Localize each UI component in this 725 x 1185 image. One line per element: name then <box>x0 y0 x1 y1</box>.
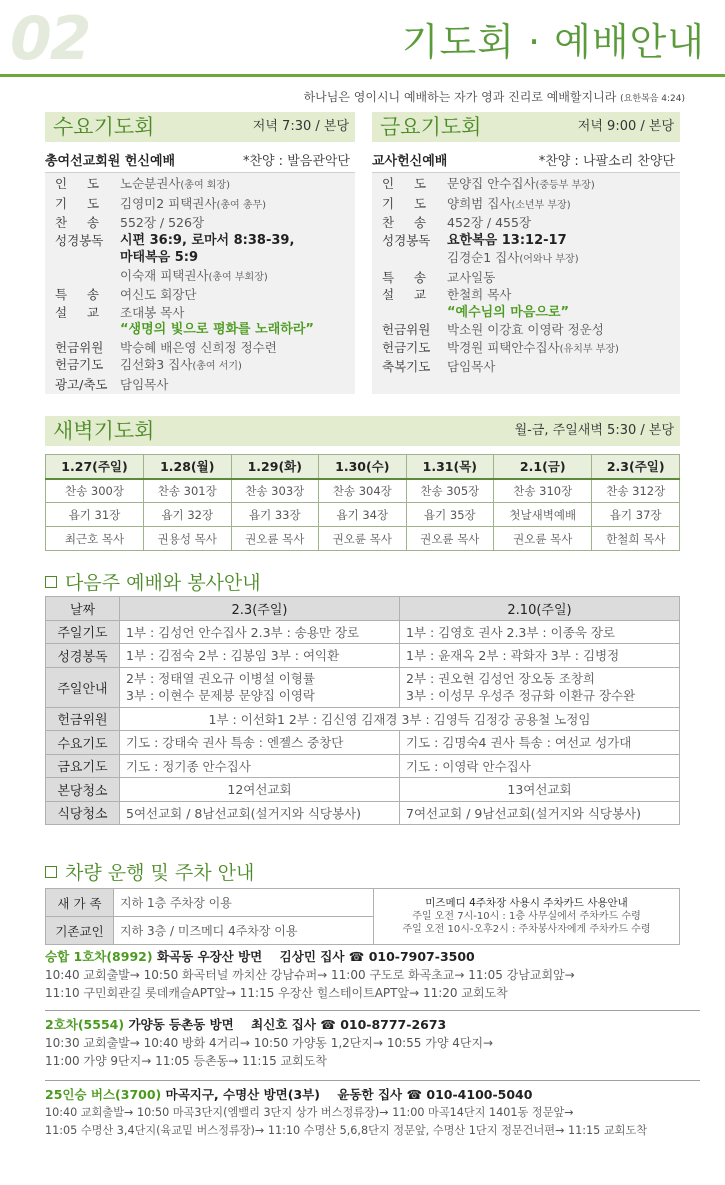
wednesday-order-label: 성경봉독 <box>55 232 104 248</box>
wednesday-order-row <box>45 175 355 195</box>
wednesday-order-value <box>120 321 355 339</box>
friday-order-value-text: 김경순1 집사 <box>447 250 520 265</box>
bus-route-line: 11:05 수명산 3,4단지(육교밑 버스정류장)→ 11:10 수명산 5,6,8단지 정문앞, 수명산 1단지 정문건너편→ 11:15 교회도착 <box>45 1124 648 1137</box>
parking-card-note <box>374 889 680 945</box>
friday-order-label: 특 송 <box>382 269 435 285</box>
service-header-col1: 2.3(주일) <box>120 597 400 621</box>
service-table <box>45 596 680 825</box>
service-line: 3부 : 이성무 우성주 정규화 이환규 장수완 <box>406 688 636 703</box>
parking-value-new: 지하 1층 주차장 이용 <box>114 889 374 917</box>
wednesday-order-note: (총여 서기) <box>192 361 242 372</box>
wednesday-order-box <box>45 172 355 394</box>
service-header-row <box>46 597 680 621</box>
wednesday-order-label: 설 교 <box>55 304 108 320</box>
wednesday-order-label <box>45 321 120 339</box>
service-row-span: 1부 : 이선화1 2부 : 김신영 김재경 3부 : 김영득 김정강 공용철 노정임 <box>120 707 680 731</box>
dawn-preachers-cell: 권오륜 목사 <box>231 527 319 551</box>
dawn-schedule-table <box>45 454 680 551</box>
friday-hymn: *찬양 : 나팔소리 찬양단 <box>538 154 675 169</box>
wednesday-order-value <box>120 214 355 232</box>
wednesday-order-row <box>45 195 355 215</box>
square-bullet-icon <box>45 576 57 588</box>
wednesday-order-row <box>45 304 355 322</box>
service-line: 2부 : 정태열 권오규 이병설 이형률 <box>126 671 316 686</box>
parking-label-existing: 기존교인 <box>46 917 114 945</box>
bus-route-line: 10:30 교회출발→ 10:40 방화 4거리→ 10:50 가양동 1,2단지→ 10:55 가양 4단지→ <box>45 1036 494 1050</box>
service-row-col1 <box>120 667 400 707</box>
parking-value-existing: 지하 3층 / 미즈메디 4주차장 이용 <box>114 917 374 945</box>
friday-title: 금요기도회 <box>380 115 482 139</box>
dawn-preachers-cell: 권오륜 목사 <box>494 527 592 551</box>
friday-order-value <box>447 321 680 339</box>
friday-order-row <box>372 175 680 195</box>
friday-order-row <box>372 358 680 376</box>
friday-order-row <box>372 321 680 339</box>
wednesday-order-value-text: 552장 / 526장 <box>120 215 205 230</box>
friday-order-label: 성경봉독 <box>382 232 431 248</box>
friday-order-value-text: 교사일동 <box>447 269 496 285</box>
dawn-day-header: 2.3(주일) <box>592 455 680 479</box>
dawn-preachers-cell: 권오륜 목사 <box>406 527 494 551</box>
friday-order-value <box>447 358 680 376</box>
service-row-col1: 12여선교회 <box>120 778 400 802</box>
service-row-col1: 5여선교회 / 8남선교회(설거지와 식당봉사) <box>120 801 400 825</box>
friday-order-row <box>372 304 680 322</box>
wednesday-order-value <box>120 356 355 376</box>
wednesday-time: 저녁 7:30 / 본당 <box>252 119 349 134</box>
friday-order-value-text: 담임목사 <box>447 359 496 374</box>
dawn-day-header: 1.28(월) <box>144 455 232 479</box>
service-header-label: 날짜 <box>46 597 120 621</box>
friday-order-label: 기 도 <box>382 195 435 211</box>
dawn-readings-cell: 욥기 34장 <box>319 503 407 527</box>
dawn-title: 새벽기도회 <box>53 419 155 443</box>
wednesday-order-value <box>120 267 355 287</box>
friday-order-row <box>372 286 680 304</box>
wednesday-subtitle: 총여선교회원 헌신예배 <box>45 154 176 169</box>
dawn-readings-cell: 욥기 37장 <box>592 503 680 527</box>
verse-text: 하나님은 영이시니 예배하는 자가 영과 진리로 예배할지니라 <box>303 90 617 104</box>
dawn-readings-cell: 첫날새벽예배 <box>494 503 592 527</box>
service-row <box>46 667 680 707</box>
service-row-col2: 기도 : 이영락 안수집사 <box>400 754 680 778</box>
friday-order-value <box>447 339 680 359</box>
page-title: 기도회 · 예배안내 <box>401 20 705 64</box>
wednesday-order-row <box>45 339 355 357</box>
service-row-col1: 기도 : 정기종 안수집사 <box>120 754 400 778</box>
service-row-col2: 1부 : 김영호 권사 2.3부 : 이종욱 장로 <box>400 620 680 644</box>
wednesday-order-note: (총여 부회장) <box>208 271 268 283</box>
wednesday-order-value-text: 김선화3 집사 <box>120 357 193 372</box>
bus-driver: 윤동한 집사 <box>337 1087 403 1102</box>
dawn-time: 월-금, 주일새벽 5:30 / 본당 <box>514 423 674 438</box>
service-row-label: 수요기도 <box>46 731 120 755</box>
bus-divider <box>45 1010 700 1011</box>
wednesday-order-value-text: 마태복음 5:9 <box>120 250 199 265</box>
friday-order-label <box>372 304 447 322</box>
service-row-col2: 1부 : 윤재옥 2부 : 곽화자 3부 : 김병정 <box>400 644 680 668</box>
wednesday-order-label: 특 송 <box>55 287 108 302</box>
friday-order-value-text: “예수님의 마음으로” <box>447 304 570 320</box>
wednesday-order-value <box>120 249 355 267</box>
service-row <box>46 644 680 668</box>
bus-driver: 김상민 집사 <box>279 949 345 964</box>
wednesday-order-value <box>120 175 355 195</box>
friday-order-label: 헌금위원 <box>382 322 431 337</box>
parking-table <box>45 888 680 945</box>
friday-order-value <box>447 304 680 322</box>
friday-order-label: 축복기도 <box>382 359 431 374</box>
bus-header <box>45 1086 647 1104</box>
dawn-hymns-row <box>46 479 680 503</box>
service-row-col1: 기도 : 강태숙 권사 특송 : 엔젤스 중창단 <box>120 731 400 755</box>
friday-order-value-text: 한철희 목사 <box>447 287 512 302</box>
bus-area-text: 화곡동 우장산 방면 <box>156 949 263 964</box>
dawn-day-header: 2.1(금) <box>494 455 592 479</box>
friday-order-value-text: 452장 / 455장 <box>447 215 532 230</box>
service-heading <box>45 568 261 595</box>
friday-order-note: (중등부 부장) <box>535 180 595 191</box>
service-row <box>46 754 680 778</box>
friday-order-value <box>447 195 680 215</box>
wednesday-order-label: 광고/축도 <box>55 376 108 392</box>
wednesday-order-value <box>120 195 355 215</box>
parking-label-new: 새 가 족 <box>46 889 114 917</box>
bus-route-line: 11:10 구민회관길 롯데캐슬APT앞→ 11:15 우장산 힐스테이트APT앞→ 11:20 교회도착 <box>45 986 508 1000</box>
service-row-col2: 7여선교회 / 9남선교회(설거지와 식당봉사) <box>400 801 680 825</box>
bus-route-line: 11:00 가양 9단지→ 11:05 등촌동→ 11:15 교회도착 <box>45 1054 327 1068</box>
friday-order-label: 설 교 <box>382 287 435 302</box>
wednesday-order-row <box>45 232 355 250</box>
friday-order-value <box>447 214 680 232</box>
dawn-readings-cell: 욥기 32장 <box>144 503 232 527</box>
dawn-hymns-cell: 찬송 304장 <box>319 479 407 503</box>
friday-order-row <box>372 269 680 287</box>
dawn-preachers-cell: 한철희 목사 <box>592 527 680 551</box>
service-row-label: 주일기도 <box>46 620 120 644</box>
friday-order-value <box>447 286 680 304</box>
dawn-readings-cell: 욥기 35장 <box>406 503 494 527</box>
friday-order-label: 인 도 <box>382 176 435 191</box>
bus-header <box>45 948 575 966</box>
service-row-col2 <box>400 667 680 707</box>
friday-order-row <box>372 214 680 232</box>
dawn-preachers-cell: 최근호 목사 <box>46 527 144 551</box>
dawn-day-header: 1.30(수) <box>319 455 407 479</box>
dawn-preachers-row <box>46 527 680 551</box>
bus-name: 승합 1호차(8992) <box>45 949 153 964</box>
wednesday-order-value <box>120 339 355 357</box>
wednesday-title: 수요기도회 <box>53 115 155 139</box>
bus-header <box>45 1016 493 1034</box>
dawn-section-header <box>45 416 680 446</box>
wednesday-order-row <box>45 286 355 304</box>
wednesday-order-note: (총여 회장) <box>180 180 231 191</box>
friday-order-note: (유치부 부장) <box>559 343 619 355</box>
wednesday-order-value-text: “생명의 빛으로 평화를 노래하라” <box>120 322 314 337</box>
friday-order-value <box>447 249 680 269</box>
wednesday-order-label: 찬 송 <box>55 215 108 230</box>
square-bullet-icon <box>45 866 57 878</box>
wednesday-order-label <box>45 267 120 287</box>
dawn-readings-cell: 욥기 31장 <box>46 503 144 527</box>
service-line: 2부 : 권오현 김성언 장오동 조창희 <box>406 671 596 686</box>
wednesday-hymn: *찬양 : 발음관악단 <box>242 154 350 169</box>
bus-phone: ☎ 010-7907-3500 <box>348 949 475 964</box>
wednesday-order-row <box>45 214 355 232</box>
friday-time: 저녁 9:00 / 본당 <box>577 119 674 134</box>
wednesday-order-value-text: 이숙재 피택권사 <box>120 267 209 283</box>
wednesday-order-row <box>45 321 355 339</box>
friday-order-value <box>447 232 680 250</box>
bus-name: 2호차(5554) <box>45 1017 125 1032</box>
bus-item <box>45 1016 493 1070</box>
dawn-day-header: 1.29(화) <box>231 455 319 479</box>
wednesday-order-label: 기 도 <box>55 195 108 211</box>
bus-phone: ☎ 010-4100-5040 <box>406 1087 533 1102</box>
bus-route-line: 10:40 교회출발→ 10:50 화곡터널 까치산 강남슈퍼→ 11:00 구도로 화곡초교→ 11:05 강남교회앞→ <box>45 968 575 982</box>
service-row-col1: 1부 : 김점숙 2부 : 김봉임 3부 : 여익환 <box>120 644 400 668</box>
wednesday-order-row <box>45 356 355 376</box>
friday-order-value <box>447 175 680 195</box>
dawn-day-header: 1.31(목) <box>406 455 494 479</box>
title-divider <box>0 74 725 77</box>
service-row-label: 본당청소 <box>46 778 120 802</box>
wednesday-order-value-text: 노순분권사 <box>120 176 181 191</box>
dawn-readings-cell: 욥기 33장 <box>231 503 319 527</box>
dawn-hymns-cell: 찬송 312장 <box>592 479 680 503</box>
wednesday-order-label: 헌금기도 <box>55 357 104 372</box>
wednesday-order-note: (총여 총무) <box>216 199 267 211</box>
bus-area-text: 가양동 등촌동 방면 <box>128 1017 234 1032</box>
service-header-col2: 2.10(주일) <box>400 597 680 621</box>
service-row-label: 주일안내 <box>46 667 120 707</box>
service-line: 3부 : 이현수 문제붕 문양집 이영락 <box>126 688 316 703</box>
wednesday-order-value-text: 조대봉 목사 <box>120 304 185 320</box>
friday-subtitle-row <box>372 150 675 169</box>
friday-order-box <box>372 172 680 394</box>
friday-order-row <box>372 195 680 215</box>
dawn-hymns-cell: 찬송 300장 <box>46 479 144 503</box>
wednesday-order-value <box>120 304 355 322</box>
bus-phone: ☎ 010-8777-2673 <box>320 1017 447 1032</box>
friday-order-value-text: 문양집 안수집사 <box>447 176 536 191</box>
wednesday-order-value-text: 김영미2 피택권사 <box>120 195 217 211</box>
parking-title: 차량 운행 및 주차 안내 <box>65 862 255 884</box>
friday-subtitle: 교사헌신예배 <box>372 154 448 169</box>
dawn-preachers-cell: 권용성 목사 <box>144 527 232 551</box>
parking-note-title: 미즈메디 4주차장 사용시 주차카드 사용안내 <box>425 897 628 909</box>
dawn-hymns-cell: 찬송 305장 <box>406 479 494 503</box>
friday-order-value-text: 요한복음 13:12-17 <box>447 232 567 248</box>
wednesday-section-header <box>45 112 355 142</box>
scripture-verse <box>304 88 685 105</box>
parking-heading <box>45 858 254 885</box>
service-row <box>46 731 680 755</box>
dawn-header-row <box>46 455 680 479</box>
service-row <box>46 707 680 731</box>
service-title: 다음주 예배와 봉사안내 <box>65 572 261 594</box>
wednesday-order-value-text: 박승혜 배은영 신희정 정수련 <box>120 339 277 355</box>
service-row-col2: 기도 : 김명숙4 권사 특송 : 여선교 성가대 <box>400 731 680 755</box>
bus-item <box>45 1086 647 1140</box>
friday-order-row <box>372 232 680 250</box>
wednesday-order-label: 인 도 <box>55 176 108 191</box>
dawn-preachers-cell: 권오륜 목사 <box>319 527 407 551</box>
page-number: 02 <box>10 4 90 74</box>
friday-order-value <box>447 269 680 287</box>
friday-order-label <box>372 249 447 269</box>
wednesday-order-value <box>120 376 355 394</box>
bus-driver: 최신호 집사 <box>251 1017 316 1032</box>
service-row <box>46 801 680 825</box>
wednesday-order-value-text: 담임목사 <box>120 376 169 392</box>
service-row-label: 식당청소 <box>46 801 120 825</box>
dawn-hymns-cell: 찬송 301장 <box>144 479 232 503</box>
friday-order-row <box>372 339 680 359</box>
wednesday-order-row <box>45 267 355 287</box>
friday-order-label: 찬 송 <box>382 215 435 230</box>
friday-order-value-text: 박경원 피택안수집사 <box>447 339 560 355</box>
bus-area-text: 마곡지구, 수명산 방면(3부) <box>165 1087 320 1102</box>
dawn-readings-row <box>46 503 680 527</box>
wednesday-order-label: 헌금위원 <box>55 339 104 355</box>
wednesday-order-label <box>45 249 120 267</box>
friday-order-row <box>372 249 680 269</box>
bus-divider <box>45 1080 700 1081</box>
service-row-col1: 1부 : 김성언 안수집사 2.3부 : 송용만 장로 <box>120 620 400 644</box>
wednesday-subtitle-row <box>45 150 350 169</box>
wednesday-order-value <box>120 232 355 250</box>
friday-order-label: 헌금기도 <box>382 339 431 355</box>
parking-note-line1: 주일 오전 7시-10시 : 1층 사무실에서 주차카드 수령 <box>412 911 641 922</box>
friday-section-header <box>372 112 680 142</box>
bus-route-line: 10:40 교회출발→ 10:50 마곡3단지(엠밸리 3단지 상가 버스정류장)→ 11:00 마곡14단지 1401동 정문앞→ <box>45 1106 574 1119</box>
dawn-day-header: 1.27(주일) <box>46 455 144 479</box>
verse-reference: (요한복음 4:24) <box>620 94 685 104</box>
wednesday-order-value-text: 여신도 회장단 <box>120 287 197 302</box>
friday-order-note: (소년부 부장) <box>511 199 571 211</box>
bus-item <box>45 948 575 1002</box>
bus-name: 25인승 버스(3700) <box>45 1087 162 1102</box>
friday-order-note: (어와나 부장) <box>519 254 579 265</box>
service-row-label: 헌금위원 <box>46 707 120 731</box>
dawn-hymns-cell: 찬송 310장 <box>494 479 592 503</box>
parking-note-line2: 주일 오전 10시-오후2시 : 주차봉사자에게 주차카드 수령 <box>402 924 651 935</box>
wednesday-order-value-text: 시편 36:9, 로마서 8:38-39, <box>120 232 295 248</box>
friday-order-value-text: 양희범 집사 <box>447 195 512 211</box>
friday-order-value-text: 박소원 이강효 이영락 정운성 <box>447 322 604 337</box>
service-row-label: 금요기도 <box>46 754 120 778</box>
dawn-hymns-cell: 찬송 303장 <box>231 479 319 503</box>
wednesday-order-row <box>45 249 355 267</box>
service-row <box>46 620 680 644</box>
wednesday-order-value <box>120 286 355 304</box>
service-row-col2: 13여선교회 <box>400 778 680 802</box>
service-row <box>46 778 680 802</box>
wednesday-order-row <box>45 376 355 394</box>
service-row-label: 성경봉독 <box>46 644 120 668</box>
